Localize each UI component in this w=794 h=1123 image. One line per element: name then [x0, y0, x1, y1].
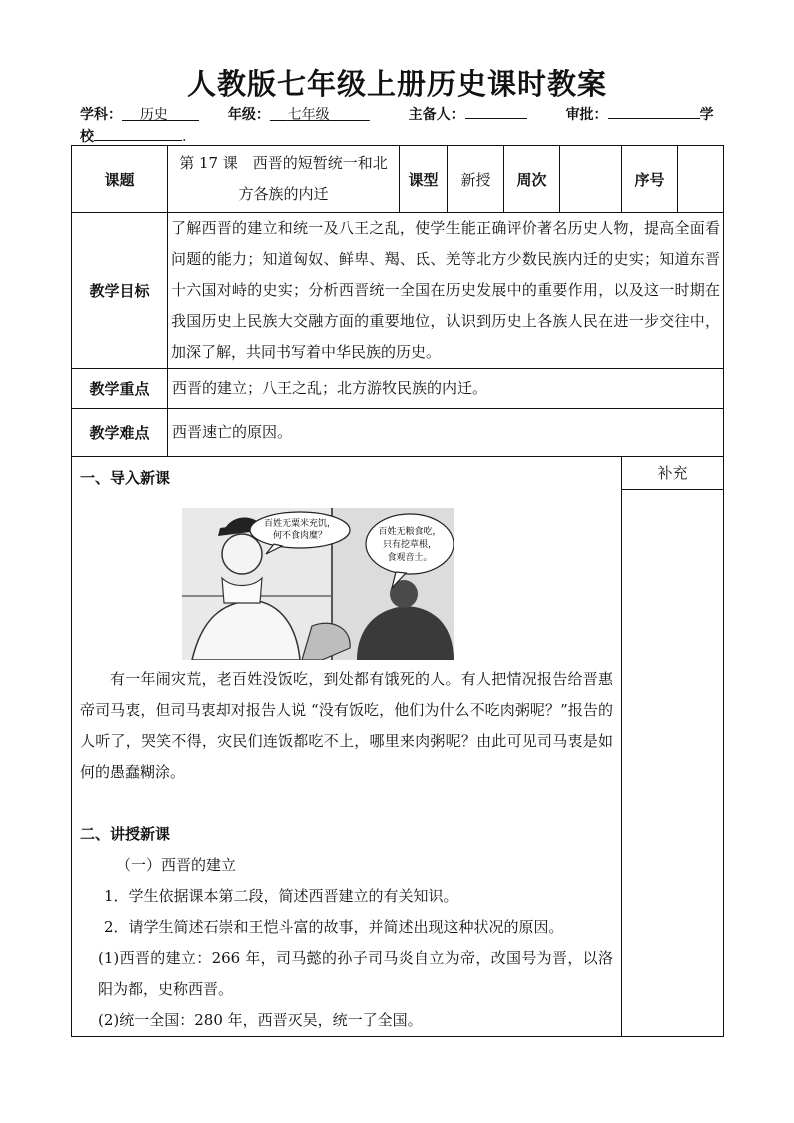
- lesson-body: [72, 457, 622, 1037]
- sequence-value: [678, 146, 724, 213]
- topic-value: 第 17 课 西晋的短暂统一和北方各族的内迁: [168, 146, 400, 213]
- objectives-text: 了解西晋的建立和统一及八王之乱，使学生能正确评价著名历史人物，提高全面看问题的能力；知道匈奴、鲜卑、羯、氐、羌等北方少数民族内迁的史实；知道东晋十六国对峙的史实；分析西晋统一全国在历史发展中的重要作用，以及这一时期在我国历史上民族大交融方面的重要地位，认识到历史上各族人民在进一步交往中，加深了解，共同书写着中华民族的历史。: [168, 213, 724, 369]
- bubble-right-line1: 百姓无粮食吃，: [378, 527, 442, 537]
- week-label: 周次: [504, 146, 560, 213]
- sequence-label: 序号: [622, 146, 678, 213]
- bubble-right-line2: 只有挖草根，: [382, 540, 438, 550]
- supplement-label: 补充: [622, 457, 723, 490]
- approver-label: 审批：: [565, 107, 608, 123]
- cartoon-illustration: [182, 508, 454, 660]
- lesson-type-value: 新授: [448, 146, 504, 213]
- bubble-left-line1: 百姓无粟米充饥，: [263, 519, 337, 529]
- list-item: 2．请学生简述石崇和王恺斗富的故事，并简述出现这种状况的原因。: [104, 918, 564, 936]
- subsection-title: （一）西晋的建立: [116, 856, 237, 874]
- topic-label: 课题: [72, 146, 168, 213]
- school-label: 学校: [80, 107, 714, 145]
- approver-blank: [608, 104, 700, 119]
- list-item: (1)西晋的建立：266 年，司马懿的孙子司马炎自立为帝，改国号为晋，以洛阳为都，史称西晋。: [98, 949, 613, 998]
- section-intro-title: 一、导入新课: [80, 469, 171, 487]
- subject-label: 学科：: [80, 107, 122, 123]
- intro-story: 有一年闹灾荒，老百姓没饭吃，到处都有饿死的人。有人把情况报告给晋惠帝司马衷，但司马衷却对报告人说 “没有饭吃，他们为什么不吃肉粥呢？”报告的人听了，哭笑不得，灾民们连饭都吃不上，哪里来肉粥呢？由此可见司马衷是如何的愚蠢糊涂。: [80, 670, 613, 781]
- bubble-left-line2: 何不食肉糜？: [272, 531, 328, 541]
- bubble-right-line3: 食观音土。: [387, 553, 433, 563]
- lesson-type-label: 课型: [400, 146, 448, 213]
- list-item: 1．学生依据课本第二段，简述西晋建立的有关知识。: [104, 887, 459, 905]
- section-teaching-title: 二、讲授新课: [80, 825, 171, 843]
- key-points-text: 西晋的建立；八王之乱；北方游牧民族的内迁。: [168, 369, 724, 409]
- key-points-label: 教学重点: [72, 369, 168, 409]
- preparer-label: 主备人：: [408, 107, 465, 123]
- header-meta: [80, 104, 720, 148]
- subject-value: 历史: [139, 107, 168, 123]
- school-blank: [94, 126, 182, 141]
- lesson-plan-table: [71, 145, 724, 1037]
- supplement-column: [622, 457, 724, 1037]
- school-end: .: [182, 129, 187, 145]
- list-item: (2)统一全国：280 年，西晋灭吴，统一了全国。: [98, 1011, 423, 1029]
- preparer-blank: [465, 104, 527, 119]
- spacer: [80, 788, 613, 819]
- objectives-label: 教学目标: [72, 213, 168, 369]
- difficulty-label: 教学难点: [72, 409, 168, 457]
- difficulty-text: 西晋速亡的原因。: [168, 409, 724, 457]
- grade-value: 七年级: [287, 107, 330, 123]
- grade-label: 年级：: [227, 107, 270, 123]
- document-title: 人教版七年级上册历史课时教案: [186, 67, 607, 101]
- week-value: [560, 146, 622, 213]
